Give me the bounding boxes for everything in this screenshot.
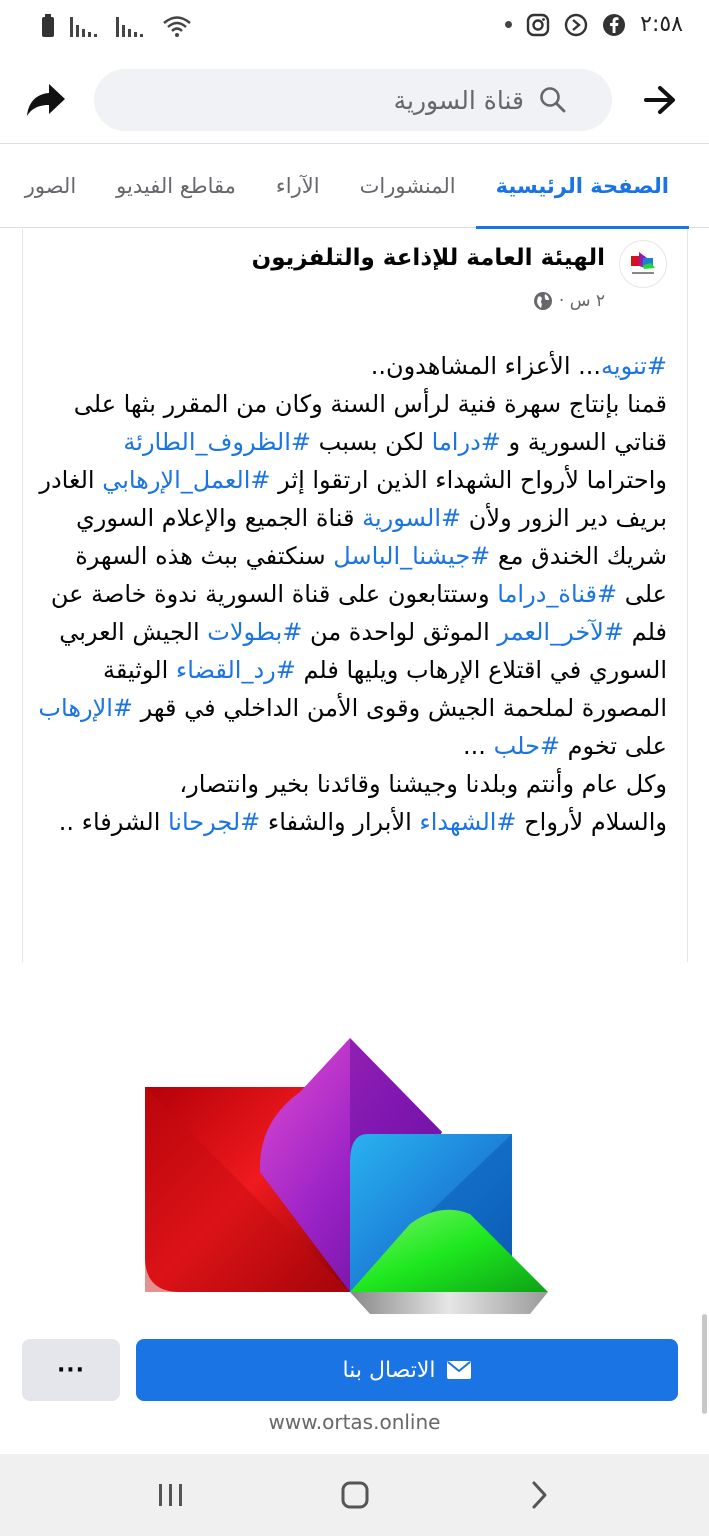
page-tabs xyxy=(0,144,709,228)
hashtag-link[interactable]: #الظروف_الطارئة xyxy=(123,428,312,456)
post-text-segment: على تخوم xyxy=(560,732,667,760)
search-header xyxy=(0,56,709,144)
facebook-icon xyxy=(602,13,626,37)
post-text xyxy=(37,347,667,841)
recent-apps-button[interactable] xyxy=(148,1472,194,1518)
post-text-segment: وستتابعون على قناة السورية ندوة خاصة عن فلم xyxy=(50,580,667,646)
hashtag-link[interactable]: #حلب xyxy=(493,732,561,760)
tab-reviews[interactable]: الآراء xyxy=(275,174,320,198)
instagram-icon xyxy=(526,13,550,37)
channel-logo-icon xyxy=(625,246,661,282)
website-link[interactable]: www.ortas.online xyxy=(268,1410,441,1434)
status-bar xyxy=(0,0,709,56)
signal-icon xyxy=(116,15,148,37)
post-text-segment: الشرفاء .. xyxy=(58,808,168,836)
post-text-segment: الغادر بريف دير الزور ولأن xyxy=(39,466,667,532)
search-query: قناة السورية xyxy=(393,85,524,115)
tab-videos[interactable]: مقاطع الفيديو xyxy=(116,174,236,198)
hashtag-link[interactable]: #العمل_الإرهابي xyxy=(102,466,271,494)
more-options-button[interactable]: ··· xyxy=(22,1339,120,1401)
hashtag-link[interactable]: #الشهداء xyxy=(419,808,517,836)
post-time: ٢ س · xyxy=(558,291,605,311)
app-icon xyxy=(564,13,588,37)
post-text-segment: الوثيقة المصورة لملحمة الجيش وقوى الأمن الداخلي في قهر xyxy=(102,656,667,722)
search-input[interactable] xyxy=(94,69,612,131)
envelope-icon xyxy=(446,1360,472,1380)
post-text-segment: ... وكل عام وأنتم وبلدنا وجيشنا وقائدنا بخير وانتصار، والسلام لأرواح xyxy=(179,732,667,836)
hashtag-link[interactable]: #السورية xyxy=(362,504,462,532)
hashtag-link[interactable]: #رد_القضاء xyxy=(175,656,296,684)
post-text-segment: الجيش العربي السوري في اقتلاع الإرهاب ويليها فلم xyxy=(59,618,667,684)
home-button[interactable] xyxy=(332,1472,378,1518)
page-avatar[interactable] xyxy=(619,240,667,288)
post-text-segment: الموثق لواحدة من xyxy=(302,618,498,646)
post-text-segment: سنكتفي ببث هذه السهرة على xyxy=(75,542,667,608)
hashtag-link[interactable]: #قناة_دراما xyxy=(497,580,618,608)
search-icon xyxy=(538,85,568,115)
hashtag-link[interactable]: #جيشنا_الباسل xyxy=(333,542,491,570)
tab-home[interactable]: الصفحة الرئيسية xyxy=(476,144,689,228)
page-actions xyxy=(0,1314,709,1454)
hashtag-link[interactable]: #دراما xyxy=(431,428,501,456)
system-nav-bar xyxy=(0,1454,709,1536)
globe-icon xyxy=(533,291,553,311)
post-text-segment: واحتراما لأرواح الشهداء الذين ارتقوا إثر xyxy=(270,466,667,494)
notification-dot xyxy=(505,21,512,28)
post-image[interactable] xyxy=(0,962,709,1314)
hashtag-link[interactable]: #لآخر_العمر xyxy=(497,618,624,646)
hashtag-link[interactable]: #لجرحانا xyxy=(167,808,261,836)
post-meta xyxy=(533,291,605,311)
wifi-icon xyxy=(162,14,192,38)
tab-photos[interactable]: الصور xyxy=(24,174,77,198)
channel-logo-image xyxy=(0,962,709,1314)
back-button[interactable] xyxy=(640,82,680,118)
status-left-icons xyxy=(40,14,192,38)
share-button[interactable] xyxy=(22,76,70,124)
recent-apps-icon xyxy=(156,1481,186,1509)
signal-icon xyxy=(70,15,102,37)
post-text-segment: ... الأعزاء المشاهدون.. قمنا بإنتاج سهرة فنية لرأس السنة وكان من المقرر بثها على قناتي السورية و xyxy=(73,352,667,456)
status-time: ٢:٥٨ xyxy=(640,12,683,37)
contact-us-button[interactable] xyxy=(136,1339,678,1401)
hashtag-link[interactable]: #بطولات xyxy=(207,618,303,646)
tab-posts[interactable]: المنشورات xyxy=(359,174,456,198)
share-icon xyxy=(25,82,67,118)
home-icon xyxy=(339,1479,371,1511)
post-text-segment: الأبرار والشفاء xyxy=(260,808,420,836)
hashtag-link[interactable]: #الإرهاب xyxy=(38,694,134,722)
hashtag-link[interactable]: #تنويه xyxy=(601,352,667,380)
status-right-icons xyxy=(505,12,683,37)
post-card xyxy=(22,229,688,962)
page-name[interactable]: الهيئة العامة للإذاعة والتلفزيون xyxy=(251,245,605,271)
arrow-right-icon xyxy=(640,82,680,118)
battery-icon xyxy=(40,14,56,38)
post-text-segment: قناة الجميع والإعلام السوري شريك الخندق مع xyxy=(75,504,667,570)
contact-us-label: الاتصال بنا xyxy=(342,1357,436,1383)
back-nav-button[interactable] xyxy=(516,1472,562,1518)
post-text-segment: لكن بسبب xyxy=(311,428,432,456)
chevron-right-icon xyxy=(527,1479,551,1511)
scrollbar[interactable] xyxy=(702,1314,707,1414)
